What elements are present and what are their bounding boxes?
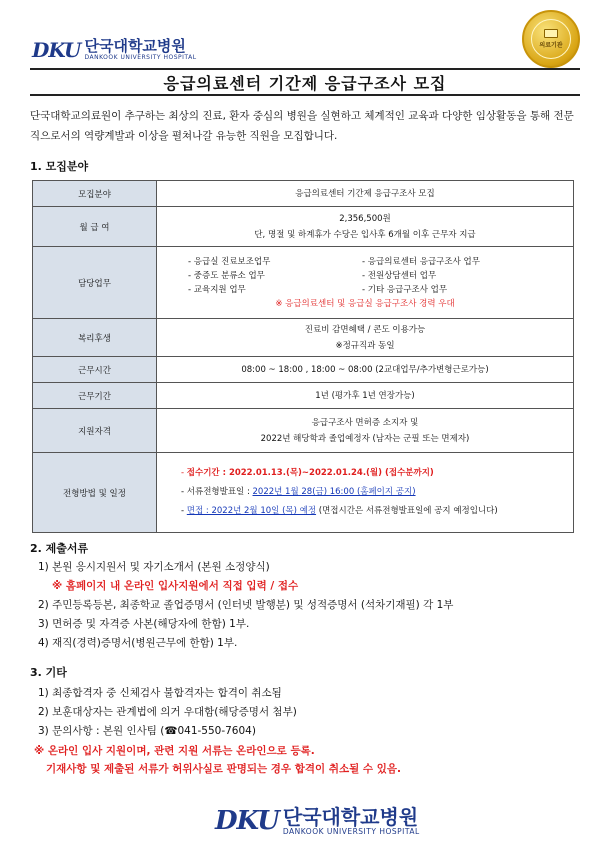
list-item: - 응급의료센터 응급구조사 업무 xyxy=(362,256,480,267)
table-row-welfare xyxy=(33,319,574,357)
table-row-duties xyxy=(33,247,574,319)
book-icon xyxy=(544,29,558,38)
logo-korean-name: 단국대학교병원 xyxy=(84,37,186,55)
table-row-field xyxy=(33,181,574,207)
logo-korean-name: 단국대학교병원 xyxy=(282,804,419,829)
title-bar xyxy=(30,68,580,96)
row-label: 근무시간 xyxy=(33,357,157,383)
list-item: 2) 보훈대상자는 관계법에 의거 우대함(해당증명서 첨부) xyxy=(38,706,297,718)
row-label: 복리후생 xyxy=(33,319,157,357)
list-item: 1) 본원 응시지원서 및 자기소개서 (본원 소정양식) xyxy=(38,561,270,573)
process-interview: - 면접 : 2022년 2월 10일 (목) 예정 (면접시간은 서류전형발표일에 공지 예정입니다) xyxy=(181,506,498,516)
page-title: 응급의료센터 기간제 응급구조사 모집 xyxy=(163,73,447,93)
warning-false-info: 기재사항 및 제출된 서류가 허위사실로 판명되는 경우 합격이 취소될 수 있음. xyxy=(46,763,401,775)
table-row-process xyxy=(33,453,574,533)
welfare-benefits: 진료비 감면혜택 / 콘도 이용가능 xyxy=(304,324,426,335)
application-period: 접수기간 : 2022.01.13.(목)~2022.01.24.(월) (접수분까지) xyxy=(186,468,434,478)
list-item: - 기타 응급구조사 업무 xyxy=(362,284,448,295)
list-item: 3) 면허증 및 자격증 사본(해당자에 한함) 1부. xyxy=(38,618,250,630)
salary-note: 단, 명절 및 하계휴가 수당은 입사후 6개월 이후 근무자 지급 xyxy=(254,229,476,240)
row-label: 담당업무 xyxy=(33,247,157,319)
logo-mark: DKU xyxy=(32,38,81,62)
list-item: - 응급실 진료보조업무 xyxy=(188,256,271,267)
interview-note: (면접시간은 서류전형발표일에 공지 예정입니다) xyxy=(316,506,498,516)
online-application-note: ※ 홈페이지 내 온라인 입사지원에서 직접 입력 / 접수 xyxy=(52,580,299,592)
qualification-line: 2022년 해당학과 졸업예정자 (남자는 군필 또는 면제자) xyxy=(260,433,470,444)
welfare-note: ※정규직과 동일 xyxy=(335,340,395,351)
list-item: 1) 최종합격자 중 신체검사 불합격자는 합격이 취소됨 xyxy=(38,687,282,699)
other-list xyxy=(38,684,297,741)
row-label: 월 급 여 xyxy=(33,207,157,247)
badge-text: 의료기관 xyxy=(539,42,563,49)
row-label: 근무기간 xyxy=(33,383,157,409)
duties-note: ※ 응급의료센터 및 응급실 응급구조사 경력 우대 xyxy=(275,298,455,309)
list-item: 4) 재직(경력)증명서(병원근무에 한함) 1부. xyxy=(38,637,238,649)
list-item: 3) 문의사항 : 본원 인사팀 (☎041-550-7604) xyxy=(38,725,256,737)
certification-badge-icon xyxy=(522,10,580,68)
document-result-date: 2022년 1월 28(금) 16:00 (홈페이지 공지) xyxy=(252,487,416,497)
section-heading-recruitment: 1. 모집분야 xyxy=(30,160,89,173)
duties-list xyxy=(161,255,569,297)
process-document-result: - 서류전형발표일 : 2022년 1월 28(금) 16:00 (홈페이지 공지) xyxy=(181,487,416,497)
section-heading-other: 3. 기타 xyxy=(30,666,67,679)
list-item: 2) 주민등록등본, 최종학교 졸업증명서 (인터넷 발행분) 및 성적증명서 (석차기재필) 각 1부 xyxy=(38,599,454,611)
recruitment-table xyxy=(32,180,574,533)
list-item: - 교육지원 업무 xyxy=(188,284,246,295)
row-value: 1년 (평가후 1년 연장가능) xyxy=(157,383,574,409)
row-value: 응급의료센터 기간제 응급구조사 모집 xyxy=(157,181,574,207)
table-row-period xyxy=(33,383,574,409)
section-heading-documents: 2. 제출서류 xyxy=(30,542,89,555)
row-label: 전형방법 및 일정 xyxy=(33,453,157,533)
salary-amount: 2,356,500원 xyxy=(339,213,391,224)
table-row-qualification xyxy=(33,409,574,453)
list-item: - 전원상담센터 업무 xyxy=(362,270,437,281)
row-value: 08:00 ~ 18:00 , 18:00 ~ 08:00 (2교대업무/추가변형근로가능) xyxy=(157,357,574,383)
process-application-period: - 접수기간 : 2022.01.13.(목)~2022.01.24.(월) (접수분까지) xyxy=(181,468,434,478)
list-item: - 중증도 분류소 업무 xyxy=(188,270,265,281)
row-label: 지원자격 xyxy=(33,409,157,453)
logo-mark: DKU xyxy=(215,806,279,836)
logo-english-name: DANKOOK UNIVERSITY HOSPITAL xyxy=(282,826,420,836)
row-label: 모집분야 xyxy=(33,181,157,207)
logo-english-name: DANKOOK UNIVERSITY HOSPITAL xyxy=(84,54,197,61)
hospital-logo xyxy=(32,38,197,62)
footer-logo xyxy=(215,806,420,836)
table-row-salary xyxy=(33,207,574,247)
table-row-hours xyxy=(33,357,574,383)
intro-text: 단국대학교의료원이 추구하는 최상의 진료, 환자 중심의 병원을 실현하고 체계적인 교육과 다양한 임상활동을 통해 전문직으로서의 역량계발과 이상을 펼쳐나갈 유능한 직원을 모집합니다. xyxy=(30,110,574,142)
interview-date: 면접 : 2022년 2월 10일 (목) 예정 xyxy=(186,506,317,516)
warning-online: ※ 온라인 입사 지원이며, 관련 지원 서류는 온라인으로 등록. xyxy=(34,745,315,757)
page-header xyxy=(14,10,586,68)
qualification-line: 응급구조사 면허증 소지자 및 xyxy=(311,417,419,428)
documents-list xyxy=(38,558,453,653)
